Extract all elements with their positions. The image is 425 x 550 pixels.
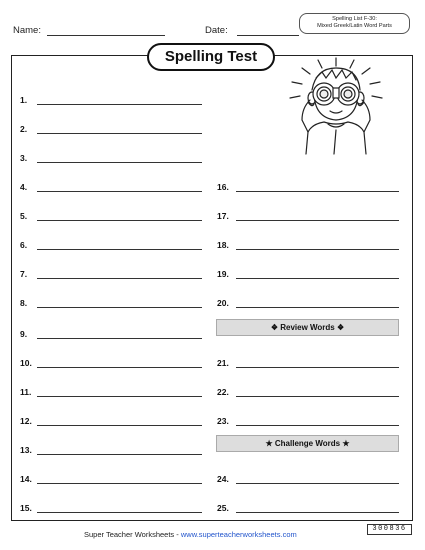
answer-line[interactable]	[236, 220, 399, 221]
answer-line[interactable]	[37, 425, 202, 426]
answer-line[interactable]	[37, 338, 202, 339]
answer-line[interactable]	[236, 367, 399, 368]
spelling-list-topic: Mixed Greek/Latin Word Parts	[317, 23, 392, 29]
item-number: 16.	[217, 182, 229, 192]
answer-line[interactable]	[236, 425, 399, 426]
item-number: 23.	[217, 416, 229, 426]
item-number: 1.	[20, 95, 28, 105]
challenge-words-banner: ★ Challenge Words ★	[216, 435, 399, 452]
item-number: 14.	[20, 474, 32, 484]
answer-line[interactable]	[37, 104, 202, 105]
item-number: 13.	[20, 445, 32, 455]
item-number: 3.	[20, 153, 28, 163]
answer-line[interactable]	[37, 454, 202, 455]
item-number: 17.	[217, 211, 229, 221]
worksheet-code: 300836	[367, 524, 412, 535]
answer-line[interactable]	[37, 220, 202, 221]
item-number: 20.	[217, 298, 229, 308]
item-number: 21.	[217, 358, 229, 368]
boy-binoculars-illustration	[272, 56, 400, 168]
answer-line[interactable]	[236, 249, 399, 250]
spelling-list-label	[299, 13, 410, 34]
item-number: 7.	[20, 269, 28, 279]
page-title: Spelling Test	[147, 43, 275, 71]
answer-line[interactable]	[37, 249, 202, 250]
item-number: 15.	[20, 503, 32, 513]
spelling-list-number: Spelling List F-30:	[332, 16, 377, 22]
answer-line[interactable]	[236, 278, 399, 279]
answer-line[interactable]	[236, 191, 399, 192]
name-field[interactable]	[47, 35, 165, 36]
item-number: 22.	[217, 387, 229, 397]
footer-credit	[84, 530, 297, 539]
item-number: 18.	[217, 240, 229, 250]
answer-line[interactable]	[236, 396, 399, 397]
answer-line[interactable]	[236, 307, 399, 308]
footer-brand: Super Teacher Worksheets -	[84, 530, 181, 539]
date-field[interactable]	[237, 35, 299, 36]
answer-line[interactable]	[37, 396, 202, 397]
item-number: 6.	[20, 240, 28, 250]
item-number: 2.	[20, 124, 28, 134]
item-number: 4.	[20, 182, 28, 192]
footer-url[interactable]: www.superteacherworksheets.com	[180, 530, 297, 539]
answer-line[interactable]	[37, 483, 202, 484]
item-number: 11.	[20, 387, 32, 397]
answer-line[interactable]	[37, 191, 202, 192]
answer-line[interactable]	[236, 512, 399, 513]
answer-line[interactable]	[37, 133, 202, 134]
name-label: Name:	[13, 25, 41, 36]
item-number: 5.	[20, 211, 28, 221]
answer-line[interactable]	[37, 162, 202, 163]
answer-line[interactable]	[37, 512, 202, 513]
answer-line[interactable]	[236, 483, 399, 484]
item-number: 8.	[20, 298, 28, 308]
item-number: 25.	[217, 503, 229, 513]
item-number: 12.	[20, 416, 32, 426]
review-words-banner: ❖ Review Words ❖	[216, 319, 399, 336]
item-number: 10.	[20, 358, 32, 368]
date-label: Date:	[205, 25, 228, 36]
answer-line[interactable]	[37, 278, 202, 279]
answer-line[interactable]	[37, 307, 202, 308]
item-number: 9.	[20, 329, 28, 339]
item-number: 24.	[217, 474, 229, 484]
item-number: 19.	[217, 269, 229, 279]
answer-line[interactable]	[37, 367, 202, 368]
